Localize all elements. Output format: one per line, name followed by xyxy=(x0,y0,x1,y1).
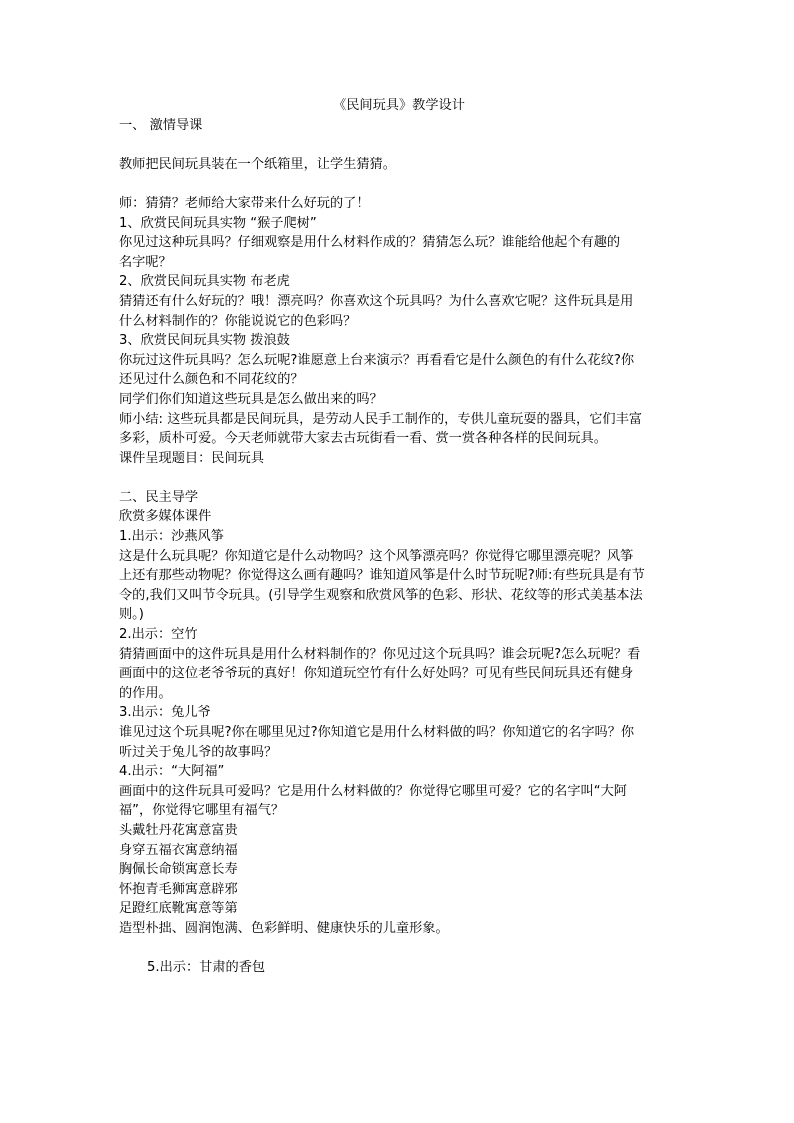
item2-text: 什么材料制作的？你能说说它的色彩吗？ xyxy=(119,313,357,329)
show4-text: 福”，你觉得它哪里有福气？ xyxy=(119,803,285,819)
show4-conclusion: 造型朴拙、圆润饱满、色彩鲜明、健康快乐的儿童形象。 xyxy=(119,920,449,936)
show4-list-item: 身穿五福衣寓意纳福 xyxy=(119,842,238,858)
item1-text: 你见过这种玩具吗？仔细观察是用什么材料作成的？猜猜怎么玩？谁能给他起个有趣的 xyxy=(119,235,621,251)
section2-subheading: 欣赏多媒体课件 xyxy=(119,509,212,525)
item3-title: 3、欣赏民间玩具实物 拨浪鼓 xyxy=(119,333,290,349)
show4-list-item: 头戴牡丹花寓意富贵 xyxy=(119,822,238,838)
item2-title: 2、欣赏民间玩具实物 布老虎 xyxy=(119,274,290,290)
page-title: 《民间玩具》教学设计 xyxy=(333,98,465,113)
show4-title: 4.出示：“大阿福” xyxy=(119,764,225,780)
show3-text: 听过关于兔儿爷的故事吗？ xyxy=(119,744,278,760)
show2-title: 2.出示：空竹 xyxy=(119,627,198,643)
blank-line xyxy=(119,468,679,488)
summary-text: 多彩，质朴可爱。今天老师就带大家去古玩街看一看、赏一赏各种各样的民间玩具。 xyxy=(119,431,607,447)
show5-title: 5.出示：甘肃的香包 xyxy=(147,960,266,976)
show4-list-item: 胸佩长命锁寓意长寿 xyxy=(119,862,238,878)
teacher-line: 师：猜猜？老师给大家带来什么好玩的了！ xyxy=(119,195,370,211)
item1-text: 名字呢？ xyxy=(119,254,172,270)
show4-list-item: 足蹬红底靴寓意等第 xyxy=(119,901,238,917)
item1-title: 1、欣赏民间玩具实物 “猴子爬树” xyxy=(119,215,317,231)
show1-text: 上还有那些动物呢？你觉得这么画有趣吗？谁知道风筝是什么时节玩呢?师:有些玩具是有节 xyxy=(119,568,645,584)
show4-text: 画面中的这件玩具可爱吗？它是用什么材料做的？你觉得它哪里可爱？它的名字叫“大阿 xyxy=(119,783,627,799)
show3-text: 谁见过这个玩具呢?你在哪里见过?你知道它是用什么材料做的吗？你知道它的名字吗？你 xyxy=(119,725,635,740)
show2-text: 画面中的这位老爷爷玩的真好！你知道玩空竹有什么好处吗？可见有些民间玩具还有健身 xyxy=(119,666,634,682)
show4-list-item: 怀抱青毛狮寓意辟邪 xyxy=(119,881,238,897)
document-body xyxy=(119,96,679,978)
show1-title: 1.出示：沙燕风筝 xyxy=(119,529,224,545)
show1-text: 则。) xyxy=(119,607,144,623)
item2-text: 猜猜还有什么好玩的？哦！漂亮吗？你喜欢这个玩具吗？为什么喜欢它呢？这件玩具是用 xyxy=(119,293,634,309)
blank-line xyxy=(119,174,679,194)
blank-line xyxy=(119,135,679,155)
show1-text: 这是什么玩具呢？你知道它是什么动物吗？这个风筝漂亮吗？你觉得它哪里漂亮呢？风筝 xyxy=(119,548,634,564)
show3-title: 3.出示：兔儿爷 xyxy=(119,705,211,721)
show2-text: 猜猜画面中的这件玩具是用什么材料制作的？你见过这个玩具吗？谁会玩呢?怎么玩呢？看 xyxy=(119,646,641,662)
show2-text: 的作用。 xyxy=(119,685,172,701)
section1-heading: 一、 激情导课 xyxy=(119,117,203,133)
blank-line xyxy=(119,939,679,959)
show1-text: 令的,我们又叫节令玩具。(引导学生观察和欣赏风筝的色彩、形状、花纹等的形式美基本法 xyxy=(119,587,643,603)
intro-paragraph: 教师把民间玩具装在一个纸箱里，让学生猜猜。 xyxy=(119,156,396,172)
item3-text: 你玩过这件玩具吗？怎么玩呢?谁愿意上台来演示？再看看它是什么颜色的有什么花纹?你 xyxy=(119,352,635,368)
item3-text: 还见过什么颜色和不同花纹的？ xyxy=(119,372,304,388)
topic-line: 课件呈现题目：民间玩具 xyxy=(119,450,265,466)
question-line: 同学们你们知道这些玩具是怎么做出来的吗？ xyxy=(119,391,383,407)
section2-heading: 二、民主导学 xyxy=(119,489,199,505)
summary-text: 师小结: 这些玩具都是民间玩具，是劳动人民手工制作的，专供儿童玩耍的器具，它们丰富 xyxy=(119,411,642,427)
